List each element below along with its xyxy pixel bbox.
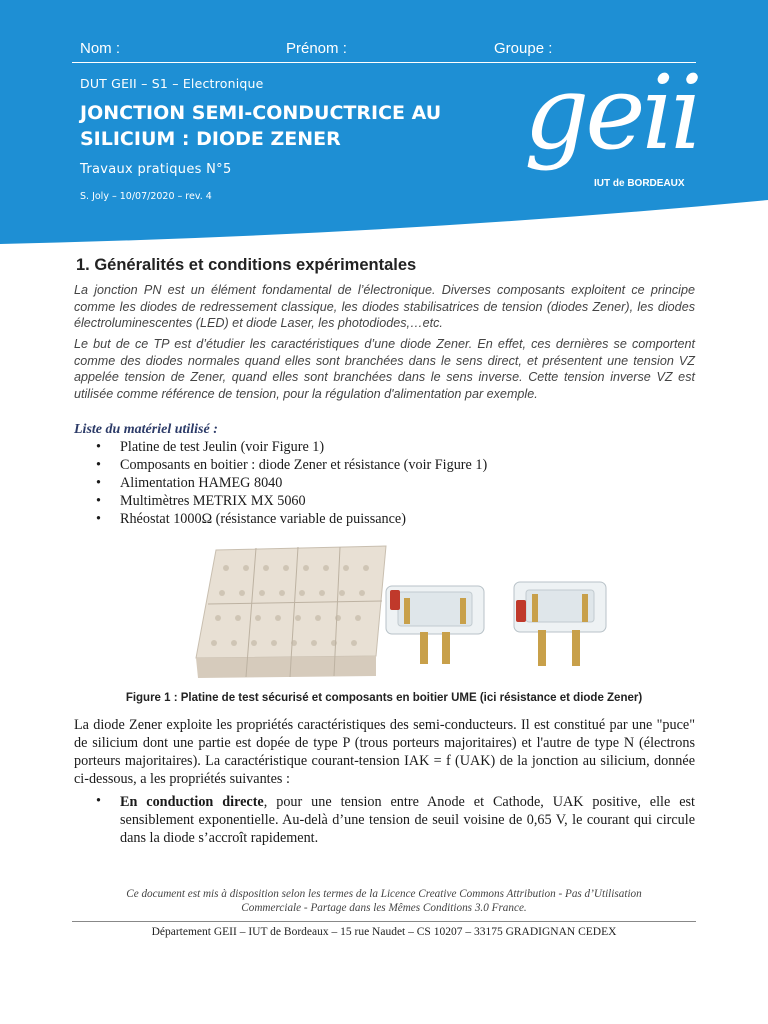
bullet-dot: • — [96, 793, 101, 809]
goal-paragraph: Le but de ce TP est d’étudier les caractéristiques d’une diode Zener. En effet, ces dernières se comportent comme des diodes normales quand elles sont branchées dans le sens direct, et présentent une tension VZ appelée tension de Zener, quand elles sont branchées dans le sens inverse. Cette tension inverse VZ est utilisée comme référence de tension, pour la régulation d'alimentation par exemple. — [74, 337, 695, 401]
list-item: • Platine de test Jeulin (voir Figure 1) — [74, 438, 487, 456]
list-item: • Rhéostat 1000Ω (résistance variable de puissance) — [74, 510, 487, 528]
license-notice: Ce document est mis à disposition selon les termes de la Licence Creative Commons Attribution - Pas d’Utilisation Commerciale - Partage dans les Mêmes Conditions 3.0 France. — [126, 888, 642, 914]
logo-word: geii — [524, 54, 699, 173]
list-item: • Alimentation HAMEG 8040 — [74, 474, 487, 492]
prenom-label: Prénom : — [286, 40, 347, 57]
footer-divider — [72, 921, 696, 922]
bullet-bold-term: En conduction directe — [120, 794, 264, 810]
conduction-bullet — [120, 793, 695, 847]
author-line: S. Joly – 10/07/2020 – rev. 4 — [80, 191, 212, 202]
material-list-title: Liste du matériel utilisé : — [74, 422, 218, 437]
intro-paragraph: La jonction PN est un élément fondamental de l’électronique. Diverses composants exploitent ce principe comme les diodes de redressement classique, les diodes stabilisatrices de tension (diodes Zener), les diodes électroluminescentes (LED) et diode Laser, les photodiodes,…etc. — [74, 283, 695, 330]
footer-address: Département GEII – IUT de Bordeaux – 15 rue Naudet – CS 10207 – 33175 GRADIGNAN CEDEX — [151, 926, 617, 938]
body-paragraph: La diode Zener exploite les propriétés caractéristiques des semi-conducteurs. Il est constitué par une "puce" de silicium dont une partie est dopée de type P (trous porteurs majoritaires) et l'autre de type N (électrons porteurs majoritaires). La caractéristique courant-tension IAK = f (UAK) de la jonction au silicium, donnée ci-dessous, a les propriétés suivantes : — [74, 717, 695, 787]
groupe-label: Groupe : — [494, 40, 553, 57]
resistor-component-image — [386, 586, 484, 664]
material-list — [74, 438, 487, 528]
bullet-text: , pour une tension entre Anode et Cathode, UAK positive, elle est sensiblement exponentielle. Au-delà d’une tension de seuil voisine de 0,65 V, le courant qui circule dans la diode s’accroît rapidement. — [120, 794, 695, 846]
list-item: • Composants en boitier : diode Zener et résistance (voir Figure 1) — [74, 456, 487, 474]
section-heading: 1. Généralités et conditions expérimentales — [76, 256, 417, 274]
tp-number: Travaux pratiques N°5 — [80, 162, 232, 177]
nom-label: Nom : — [80, 40, 121, 57]
title-line-1: JONCTION SEMI-CONDUCTRICE AU — [80, 102, 442, 124]
figure-caption: Figure 1 : Platine de test sécurisé et composants en boitier UME (ici résistance et diode Zener) — [125, 692, 643, 704]
title-line-2: SILICIUM : DIODE ZENER — [80, 128, 341, 150]
geii-logo — [524, 54, 699, 194]
document-title — [80, 100, 480, 152]
logo-subtitle: IUT de BORDEAUX — [594, 178, 685, 189]
test-board-image — [196, 546, 386, 678]
course-line: DUT GEII – S1 – Electronique — [80, 76, 264, 91]
zener-diode-component-image — [514, 582, 606, 666]
list-item: • Multimètres METRIX MX 5060 — [74, 492, 487, 510]
figure-1-photo — [186, 538, 692, 684]
